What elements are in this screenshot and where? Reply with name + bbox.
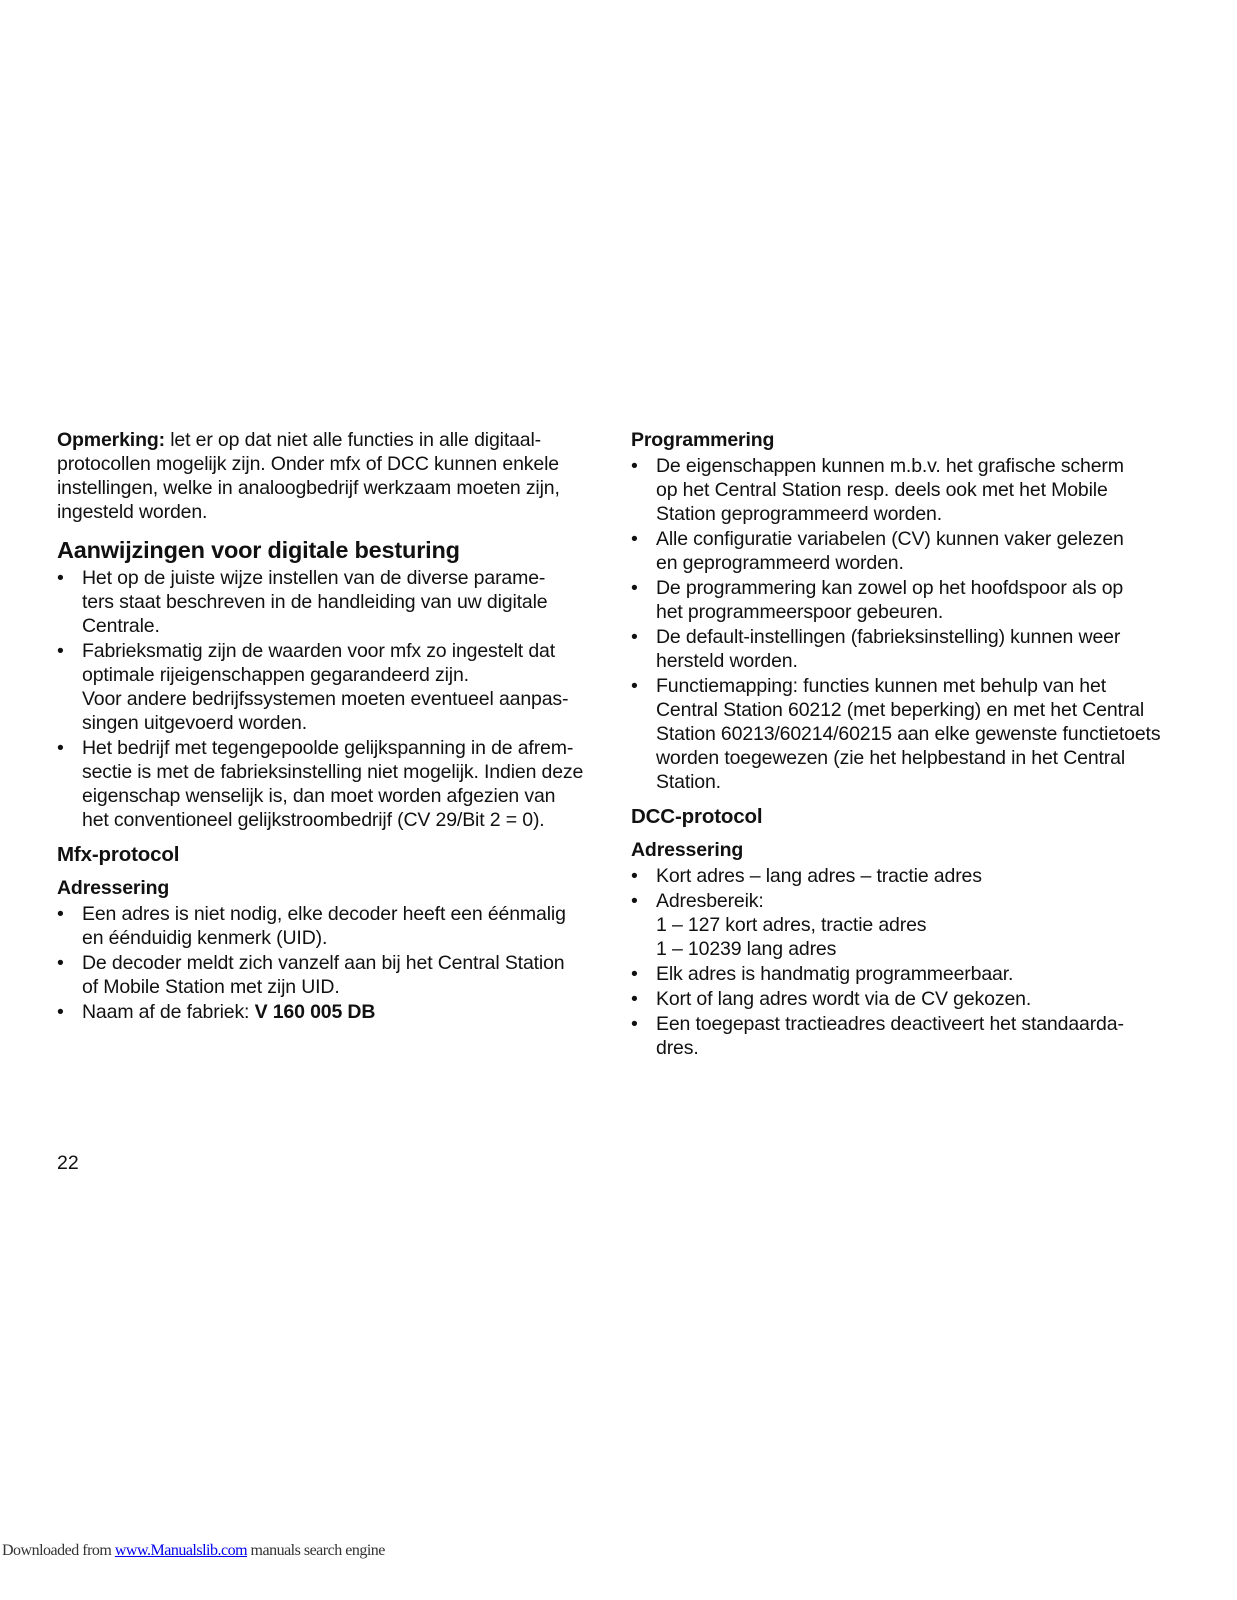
dcc-addressing-subheading: Adressering — [631, 839, 744, 861]
bullet-icon: • — [57, 567, 64, 589]
programming-heading: Programmering — [631, 429, 775, 451]
list-item: • De decoder meldt zich vanzelf aan bij het Central Station of Mobile Station met zijn UID. — [57, 952, 565, 998]
note-paragraph — [57, 428, 595, 524]
programming-list — [631, 454, 1191, 794]
list-item: • Adresbereik: 1 – 127 kort adres, tractie adres 1 – 10239 lang adres — [631, 890, 927, 960]
list-item: • De programmering kan zowel op het hoofdspoor als op het programmeerspoor gebeuren. — [631, 577, 1124, 623]
list-item: • Kort of lang adres wordt via de CV gekozen. — [631, 988, 1032, 1010]
mfx-protocol-heading: Mfx-protocol — [57, 843, 180, 866]
mfx-addressing-subheading: Adressering — [57, 877, 170, 899]
list-item — [57, 1000, 595, 1024]
left-column — [57, 428, 595, 1025]
bullet-icon: • — [631, 1013, 638, 1035]
bullet-icon: • — [631, 626, 638, 648]
bullet-icon: • — [631, 890, 638, 912]
list-item: • Het op de juiste wijze instellen van de diverse parame- ters staat beschreven in de handleiding van uw digitale Centrale. — [57, 567, 548, 637]
bullet-icon: • — [57, 903, 64, 925]
list-item: • De eigenschappen kunnen m.b.v. het grafische scherm op het Central Station resp. deels ook met het Mobile Station geprogrammeerd worden. — [631, 455, 1124, 525]
note-line-3: instellingen, welke in analoogbedrijf werkzaam moeten zijn, — [57, 477, 560, 499]
bullet-icon: • — [631, 528, 638, 550]
list-item: • Het bedrijf met tegengepoolde gelijkspanning in de afrem- sectie is met de fabrieksinstelling niet mogelijk. Indien deze eigenschap wenselijk is, dan moet worden afgezien van het conventioneel gelijkstroombedrijf (CV 29/Bit 2 = 0). — [57, 737, 584, 831]
list-item: • Een toegepast tractieadres deactiveert het standaarda- dres. — [631, 1013, 1124, 1059]
list-item: • Kort adres – lang adres – tractie adres — [631, 865, 982, 887]
list-item: • Een adres is niet nodig, elke decoder heeft een éénmalig en éénduidig kenmerk (UID). — [57, 903, 566, 949]
mfx-addressing-list — [57, 902, 595, 1024]
dcc-protocol-heading: DCC-protocol — [631, 805, 763, 828]
digital-control-list — [57, 566, 595, 832]
list-item: • De default-instellingen (fabrieksinstelling) kunnen weer hersteld worden. — [631, 626, 1121, 672]
bullet-icon: • — [57, 952, 64, 974]
manualslib-link[interactable]: www.Manualslib.com — [114, 1542, 248, 1559]
bullet-icon: • — [631, 577, 638, 599]
factory-name-label: Naam af de fabriek: — [82, 1001, 255, 1023]
footer-suffix: manuals search engine — [247, 1542, 385, 1559]
bullet-icon: • — [631, 988, 638, 1010]
digital-control-heading: Aanwijzingen voor digitale besturing — [57, 537, 460, 563]
right-column — [631, 428, 1191, 1061]
dcc-addressing-list — [631, 864, 1191, 1060]
bullet-icon: • — [631, 455, 638, 477]
download-footer — [2, 1541, 385, 1561]
list-item: • Alle configuratie variabelen (CV) kunnen vaker gelezen en geprogrammeerd worden. — [631, 528, 1124, 574]
page-number: 22 — [57, 1152, 79, 1174]
bullet-icon: • — [57, 640, 64, 662]
note-line-1: let er op dat niet alle functies in alle digitaal- — [164, 429, 542, 451]
list-item: • Elk adres is handmatig programmeerbaar. — [631, 963, 1014, 985]
factory-name-value: V 160 005 DB — [254, 1001, 376, 1023]
bullet-icon: • — [57, 1001, 64, 1023]
list-item: • Functiemapping: functies kunnen met behulp van het Central Station 60212 (met beperking) en met het Central Station 60213/60214/60215 aan elke gewenste functietoets worden toegewezen (zie het helpbestand in het Central Station. — [631, 675, 1161, 793]
note-line-2: protocollen mogelijk zijn. Onder mfx of DCC kunnen enkele — [57, 453, 559, 475]
bullet-icon: • — [57, 737, 64, 759]
bullet-icon: • — [631, 675, 638, 697]
footer-prefix: Downloaded from — [2, 1542, 115, 1559]
bullet-icon: • — [631, 963, 638, 985]
bullet-icon: • — [631, 865, 638, 887]
list-item: • Fabrieksmatig zijn de waarden voor mfx zo ingestelt dat optimale rijeigenschappen gegarandeerd zijn. Voor andere bedrijfssystemen moeten eventueel aanpas- singen uitgevoerd worden. — [57, 640, 569, 734]
note-label: Opmerking: — [57, 429, 165, 451]
note-line-4: ingesteld worden. — [57, 501, 208, 523]
